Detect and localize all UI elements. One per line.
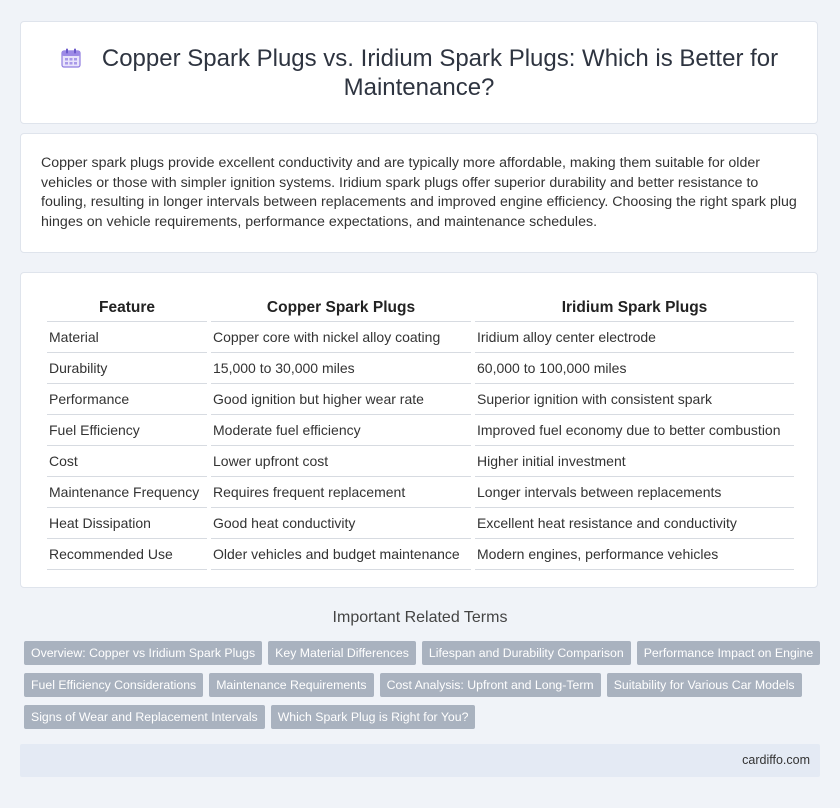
table-header-row <box>47 295 794 322</box>
table-cell: Superior ignition with consistent spark <box>475 384 794 415</box>
comparison-table <box>43 295 798 570</box>
term-tag[interactable]: Key Material Differences <box>268 641 416 665</box>
table-cell: Excellent heat resistance and conductivity <box>475 508 794 539</box>
table-cell: Modern engines, performance vehicles <box>475 539 794 570</box>
footer-site-link[interactable]: cardiffo.com <box>742 753 810 767</box>
table-cell: Heat Dissipation <box>47 508 207 539</box>
table-cell: Lower upfront cost <box>211 446 471 477</box>
table-cell: Durability <box>47 353 207 384</box>
intro-paragraph: Copper spark plugs provide excellent conductivity and are typically more affordable, making them suitable for older vehicles or those with simpler ignition systems. Iridium spark plugs offer superior durability and better resistance to fouling, resulting in longer intervals between replacements and improved engine efficiency. Choosing the right spark plug hinges on vehicle requirements, performance expectations, and maintenance schedules. <box>41 155 797 230</box>
table-row <box>47 539 794 570</box>
table-cell: Recommended Use <box>47 539 207 570</box>
table-cell: Improved fuel economy due to better combustion <box>475 415 794 446</box>
intro-card <box>20 133 818 253</box>
table-row <box>47 477 794 508</box>
title-card <box>20 21 818 124</box>
table-row <box>47 415 794 446</box>
term-tag[interactable]: Suitability for Various Car Models <box>607 673 802 697</box>
table-row <box>47 446 794 477</box>
table-cell: Performance <box>47 384 207 415</box>
table-cell: Older vehicles and budget maintenance <box>211 539 471 570</box>
table-cell: Good ignition but higher wear rate <box>211 384 471 415</box>
table-row <box>47 384 794 415</box>
table-cell: Good heat conductivity <box>211 508 471 539</box>
table-cell: Requires frequent replacement <box>211 477 471 508</box>
table-cell: Material <box>47 322 207 353</box>
term-tag[interactable]: Signs of Wear and Replacement Intervals <box>24 705 265 729</box>
header-feature: Feature <box>47 295 207 322</box>
table-row <box>47 353 794 384</box>
table-cell: Fuel Efficiency <box>47 415 207 446</box>
footer <box>20 744 820 777</box>
term-tag[interactable]: Maintenance Requirements <box>209 673 373 697</box>
related-terms-tags <box>24 641 824 737</box>
table-row <box>47 508 794 539</box>
table-cell: Iridium alloy center electrode <box>475 322 794 353</box>
page-title-block <box>21 44 817 102</box>
table-cell: Moderate fuel efficiency <box>211 415 471 446</box>
header-copper: Copper Spark Plugs <box>211 295 471 322</box>
table-cell: Higher initial investment <box>475 446 794 477</box>
term-tag[interactable]: Which Spark Plug is Right for You? <box>271 705 476 729</box>
term-tag[interactable]: Performance Impact on Engine <box>637 641 821 665</box>
page-title: Copper Spark Plugs vs. Iridium Spark Plugs: Which is Better for Maintenance? <box>101 45 779 101</box>
table-cell: 15,000 to 30,000 miles <box>211 353 471 384</box>
table-row <box>47 322 794 353</box>
table-cell: Copper core with nickel alloy coating <box>211 322 471 353</box>
comparison-card <box>20 272 818 588</box>
header-iridium: Iridium Spark Plugs <box>475 295 794 322</box>
term-tag[interactable]: Lifespan and Durability Comparison <box>422 641 631 665</box>
term-tag[interactable]: Fuel Efficiency Considerations <box>24 673 203 697</box>
table-cell: 60,000 to 100,000 miles <box>475 353 794 384</box>
table-cell: Maintenance Frequency <box>47 477 207 508</box>
table-cell: Longer intervals between replacements <box>475 477 794 508</box>
related-terms-heading: Important Related Terms <box>332 609 508 626</box>
table-cell: Cost <box>47 446 207 477</box>
calendar-icon <box>60 47 82 69</box>
term-tag[interactable]: Cost Analysis: Upfront and Long-Term <box>380 673 601 697</box>
term-tag[interactable]: Overview: Copper vs Iridium Spark Plugs <box>24 641 262 665</box>
